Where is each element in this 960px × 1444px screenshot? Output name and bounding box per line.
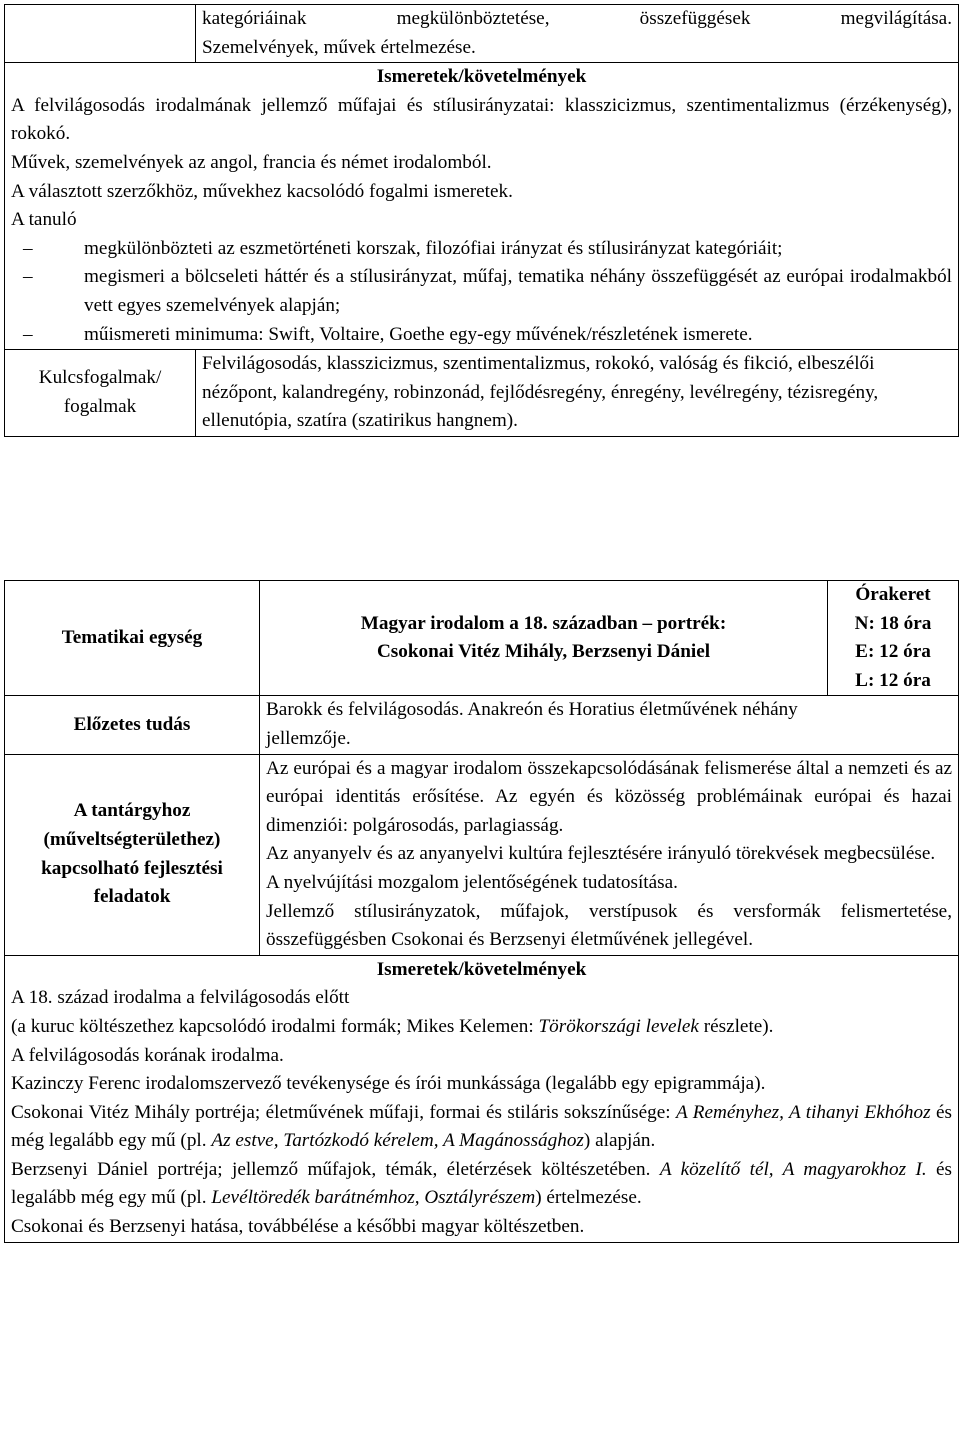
hours-e: E: 12 óra	[855, 641, 931, 663]
paragraph: Kazinczy Ferenc irodalomszervező tevékenysége és írói munkássága (legalább egy epigrammája).	[11, 1073, 766, 1095]
requirements-cell	[5, 955, 959, 1242]
curriculum-table-enlightenment	[4, 4, 959, 437]
work-title: Levéltöredék barátnémhoz, Osztályrészem	[211, 1187, 536, 1209]
key-concepts-text: Felvilágosodás, klasszicizmus, szentimentalizmus, rokokó, valóság és fikció, elbeszélői nézőpont, kalandregény, robinzonád, fejlődésregény, énregény, levélregény, tézisregény, ellenutópia, szatíra (szatirikus hangnem).	[196, 350, 959, 437]
requirements-cell	[5, 63, 959, 350]
hours-label: Órakeret	[855, 584, 931, 605]
paragraph: A 18. század irodalma a felvilágosodás előtt	[11, 987, 350, 1009]
text-span: és még legalább egy mű (pl.	[11, 1101, 952, 1152]
text-line: Szemelvények, művek értelmezése.	[202, 36, 476, 58]
text-span: ) alapján.	[583, 1130, 656, 1152]
dash-bullet: –	[23, 237, 33, 259]
development-tasks-label: A tantárgyhoz (műveltségterülethez) kapcsolható fejlesztési feladatok	[5, 754, 260, 955]
list-item-text: műismereti minimuma: Swift, Voltaire, Goethe egy-egy művének/részletének ismerete.	[84, 323, 753, 345]
development-tasks-cell	[260, 754, 959, 955]
list-item-text: megkülönbözteti az eszmetörténeti korszak, filozófiai irányzat és stílusirányzat kategóriáit;	[84, 237, 783, 259]
paragraph: Művek, szemelvények az angol, francia és német irodalomból.	[11, 151, 492, 173]
prior-knowledge-paragraph: Barokk és felvilágosodás. Anakreón és Horatius életművének néhány jellemzője.	[266, 699, 798, 749]
unit-title	[260, 581, 828, 696]
hours-cell	[828, 581, 959, 696]
work-title: A közelítő tél, A magyarokhoz I.	[659, 1158, 927, 1180]
text-span: Csokonai Vitéz Mihály portréja; életművének műfaji, formai és stiláris sokszínűsége:	[11, 1101, 676, 1123]
content-cell-top	[196, 5, 959, 63]
paragraph: Csokonai és Berzsenyi hatása, továbbélése a későbbi magyar költészetben.	[11, 1216, 585, 1238]
hours-n: N: 18 óra	[854, 612, 932, 634]
work-title: Törökországi levelek	[538, 1015, 699, 1037]
paragraph: A választott szerzőkhöz, művekhez kacsolódó fogalmi ismeretek.	[11, 180, 513, 202]
prior-knowledge-text	[260, 696, 959, 754]
student-outcomes-list	[11, 235, 952, 349]
dash-bullet: –	[23, 266, 33, 288]
list-item-text: megismeri a bölcseleti háttér és a stílusirányzat, műfaj, tematika néhány összefüggését az európai irodalmakból vett egyes szemelvények alapján;	[84, 266, 952, 316]
text-line: kategóriáinak megkülönböztetése, összefüggések megvilágítása.	[202, 8, 952, 29]
dash-bullet: –	[23, 323, 33, 345]
paragraph	[11, 1156, 952, 1213]
curriculum-table-18th-century	[4, 580, 959, 1243]
list-item	[11, 235, 952, 264]
list-item	[11, 263, 952, 320]
empty-label-cell	[5, 5, 196, 63]
unit-label: Tematikai egység	[5, 581, 260, 696]
work-title: Az estve, Tartózkodó kérelem, A Magánossághoz	[211, 1130, 584, 1152]
hours-l: L: 12 óra	[855, 669, 931, 691]
list-item	[11, 321, 952, 350]
paragraph: A nyelvújítási mozgalom jelentőségének tudatosítása.	[266, 871, 678, 893]
prior-knowledge-label: Előzetes tudás	[5, 696, 260, 754]
paragraph: A felvilágosodás irodalmának jellemző műfajai és stílusirányzatai: klasszicizmus, szentimentalizmus (érzékenység), rokokó.	[11, 94, 952, 145]
unit-title-line1: Magyar irodalom a 18. században – portrék:	[360, 612, 727, 634]
section-heading: Ismeretek/követelmények	[376, 958, 587, 980]
text-span: ) értelmezése.	[535, 1187, 642, 1209]
paragraph: A felvilágosodás korának irodalma.	[11, 1044, 284, 1066]
paragraph: Az anyanyelv és az anyanyelvi kultúra fejlesztésére irányuló törekvések megbecsülése.	[266, 843, 936, 865]
text-span: részlete).	[698, 1015, 774, 1037]
paragraph: Jellemző stílusirányzatok, műfajok, verstípusok és versformák felismertetése, összefüggésben Csokonai és Berzsenyi életművének jellegével.	[266, 900, 952, 951]
paragraph	[11, 1013, 952, 1042]
text-span: Berzsenyi Dániel portréja; jellemző műfajok, témák, életérzések költészetében.	[11, 1158, 660, 1180]
paragraph: A tanuló	[11, 209, 77, 231]
section-heading: Ismeretek/követelmények	[376, 66, 587, 88]
paragraph: Az európai és a magyar irodalom összekapcsolódásának felismerése által a nemzeti és az európai identitás erősítése. Az egyén és közösség problémáinak európai és hazai dimenziói: polgárosodás, parlagiasság.	[266, 757, 952, 836]
paragraph	[11, 1099, 952, 1156]
unit-title-line2: Csokonai Vitéz Mihály, Berzsenyi Dániel	[376, 641, 711, 663]
text-span: (a kuruc költészethez kapcsolódó irodalmi formák; Mikes Kelemen:	[11, 1015, 539, 1037]
work-title: A Reményhez, A tihanyi Ekhóhoz	[676, 1101, 931, 1123]
text-span: és legalább még egy mű (pl.	[11, 1158, 953, 1209]
key-concepts-label: Kulcsfogalmak/ fogalmak	[5, 350, 196, 437]
